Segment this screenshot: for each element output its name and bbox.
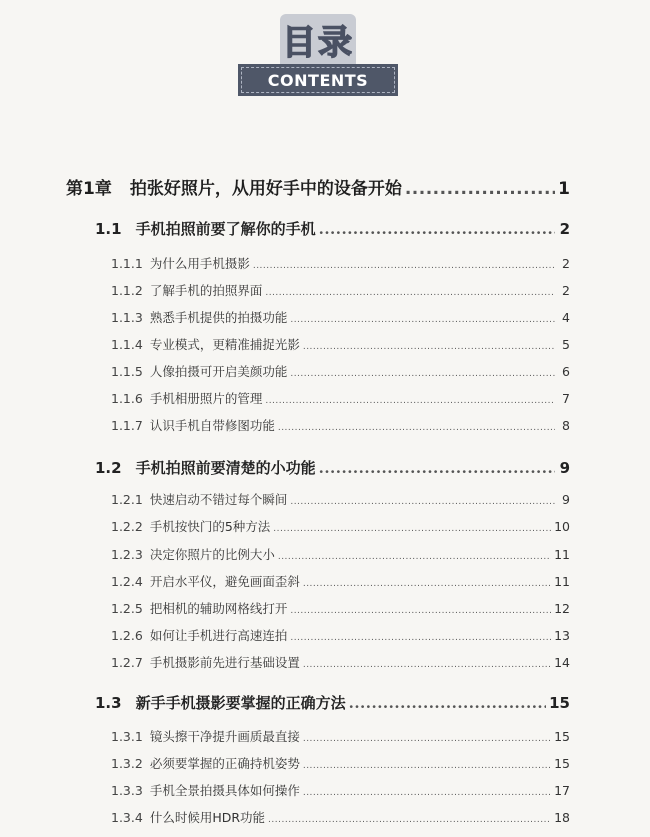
item-title: 如何让手机进行高速连拍 bbox=[149, 628, 288, 643]
item-page: 2 bbox=[562, 283, 570, 298]
item-title: 了解手机的拍照界面 bbox=[149, 283, 263, 298]
leader-dots bbox=[303, 579, 551, 589]
item-title: 熟悉手机提供的拍摄功能 bbox=[149, 310, 288, 325]
toc-item[interactable] bbox=[111, 727, 570, 745]
item-page: 18 bbox=[554, 810, 570, 825]
toc-item[interactable] bbox=[111, 416, 570, 434]
item-page: 6 bbox=[562, 364, 570, 379]
chapter-page: 1 bbox=[558, 179, 570, 199]
item-number: 1.1.2 bbox=[111, 283, 143, 298]
item-page: 17 bbox=[554, 783, 570, 798]
leader-dots bbox=[290, 606, 551, 616]
item-number: 1.1.6 bbox=[111, 391, 143, 406]
toc-item[interactable] bbox=[111, 335, 570, 353]
section-title: 新手手机摄影要掌握的正确方法 bbox=[135, 694, 346, 712]
toc-item[interactable] bbox=[111, 308, 570, 326]
chapter-title: 拍张好照片，从用好手中的设备开始 bbox=[129, 179, 402, 199]
item-page: 12 bbox=[554, 601, 570, 616]
item-number: 1.2.7 bbox=[111, 655, 143, 670]
badge-title-cn: 目录 bbox=[280, 14, 356, 64]
item-page: 4 bbox=[562, 310, 570, 325]
leader-dots bbox=[303, 788, 551, 798]
item-title: 手机相册照片的管理 bbox=[149, 391, 263, 406]
item-number: 1.1.4 bbox=[111, 337, 143, 352]
leader-dots bbox=[303, 660, 551, 670]
toc-item[interactable] bbox=[111, 545, 570, 563]
item-number: 1.1.3 bbox=[111, 310, 143, 325]
leader-dots bbox=[265, 288, 555, 298]
leader-dots bbox=[405, 179, 555, 199]
item-title: 手机摄影前先进行基础设置 bbox=[149, 655, 300, 670]
leader-dots bbox=[290, 633, 551, 643]
item-page: 13 bbox=[554, 628, 570, 643]
item-number: 1.3.2 bbox=[111, 756, 143, 771]
leader-dots bbox=[265, 396, 555, 406]
item-title: 决定你照片的比例大小 bbox=[149, 547, 275, 562]
leader-dots bbox=[319, 220, 555, 238]
item-title: 什么时候用HDR功能 bbox=[149, 810, 266, 825]
leader-dots bbox=[290, 497, 555, 507]
section-page: 2 bbox=[559, 220, 570, 238]
item-title: 为什么用手机摄影 bbox=[149, 256, 250, 271]
chapter-heading[interactable] bbox=[66, 174, 570, 199]
item-title: 开启水平仪，避免画面歪斜 bbox=[149, 574, 300, 589]
leader-dots bbox=[290, 315, 555, 325]
toc-item[interactable] bbox=[111, 653, 570, 671]
item-title: 认识手机自带修图功能 bbox=[149, 418, 275, 433]
item-number: 1.3.4 bbox=[111, 810, 143, 825]
toc-item[interactable] bbox=[111, 626, 570, 644]
toc-item[interactable] bbox=[111, 517, 570, 535]
section-title: 手机拍照前要清楚的小功能 bbox=[135, 459, 316, 477]
leader-dots bbox=[278, 423, 555, 433]
section-number: 1.3 bbox=[95, 694, 122, 712]
badge-title-en: CONTENTS bbox=[238, 64, 398, 96]
toc-item[interactable] bbox=[111, 362, 570, 380]
leader-dots bbox=[303, 761, 551, 771]
leader-dots bbox=[253, 261, 555, 271]
item-page: 10 bbox=[554, 519, 570, 534]
toc-item[interactable] bbox=[111, 754, 570, 772]
toc-item[interactable] bbox=[111, 599, 570, 617]
item-number: 1.2.1 bbox=[111, 492, 143, 507]
item-title: 必须要掌握的正确持机姿势 bbox=[149, 756, 300, 771]
item-page: 15 bbox=[554, 756, 570, 771]
item-page: 11 bbox=[554, 574, 570, 589]
item-page: 9 bbox=[562, 492, 570, 507]
leader-dots bbox=[278, 552, 551, 562]
item-title: 专业模式，更精准捕捉光影 bbox=[149, 337, 300, 352]
item-number: 1.1.5 bbox=[111, 364, 143, 379]
leader-dots bbox=[319, 459, 555, 477]
item-title: 把相机的辅助网格线打开 bbox=[149, 601, 288, 616]
contents-badge bbox=[238, 14, 398, 98]
item-title: 手机按快门的5种方法 bbox=[149, 519, 271, 534]
toc-item[interactable] bbox=[111, 572, 570, 590]
item-number: 1.2.3 bbox=[111, 547, 143, 562]
item-number: 1.1.7 bbox=[111, 418, 143, 433]
section-page: 15 bbox=[549, 694, 570, 712]
section-title: 手机拍照前要了解你的手机 bbox=[135, 220, 316, 238]
item-number: 1.2.5 bbox=[111, 601, 143, 616]
item-number: 1.3.1 bbox=[111, 729, 143, 744]
item-title: 快速启动不错过每个瞬间 bbox=[149, 492, 288, 507]
leader-dots bbox=[273, 524, 551, 534]
leader-dots bbox=[268, 815, 551, 825]
section-number: 1.1 bbox=[95, 220, 122, 238]
toc-section[interactable] bbox=[95, 692, 570, 713]
toc-item[interactable] bbox=[111, 490, 570, 508]
section-number: 1.2 bbox=[95, 459, 122, 477]
leader-dots bbox=[349, 694, 547, 712]
toc-section[interactable] bbox=[95, 457, 570, 478]
item-page: 5 bbox=[562, 337, 570, 352]
leader-dots bbox=[290, 369, 555, 379]
item-number: 1.1.1 bbox=[111, 256, 143, 271]
item-title: 人像拍摄可开启美颜功能 bbox=[149, 364, 288, 379]
leader-dots bbox=[303, 734, 551, 744]
item-page: 8 bbox=[562, 418, 570, 433]
toc-item[interactable] bbox=[111, 389, 570, 407]
item-page: 15 bbox=[554, 729, 570, 744]
item-number: 1.2.4 bbox=[111, 574, 143, 589]
item-title: 镜头擦干净提升画质最直接 bbox=[149, 729, 300, 744]
item-page: 14 bbox=[554, 655, 570, 670]
item-page: 11 bbox=[554, 547, 570, 562]
chapter-number: 第1章 bbox=[66, 179, 112, 199]
item-number: 1.3.3 bbox=[111, 783, 143, 798]
item-page: 7 bbox=[562, 391, 570, 406]
toc-item[interactable] bbox=[111, 254, 570, 272]
leader-dots bbox=[303, 342, 555, 352]
toc-item[interactable] bbox=[111, 281, 570, 299]
item-number: 1.2.2 bbox=[111, 519, 143, 534]
item-title: 手机全景拍摄具体如何操作 bbox=[149, 783, 300, 798]
toc-item[interactable] bbox=[111, 781, 570, 799]
toc-section[interactable] bbox=[95, 218, 570, 239]
item-page: 2 bbox=[562, 256, 570, 271]
item-number: 1.2.6 bbox=[111, 628, 143, 643]
toc-item[interactable] bbox=[111, 808, 570, 826]
section-page: 9 bbox=[559, 459, 570, 477]
